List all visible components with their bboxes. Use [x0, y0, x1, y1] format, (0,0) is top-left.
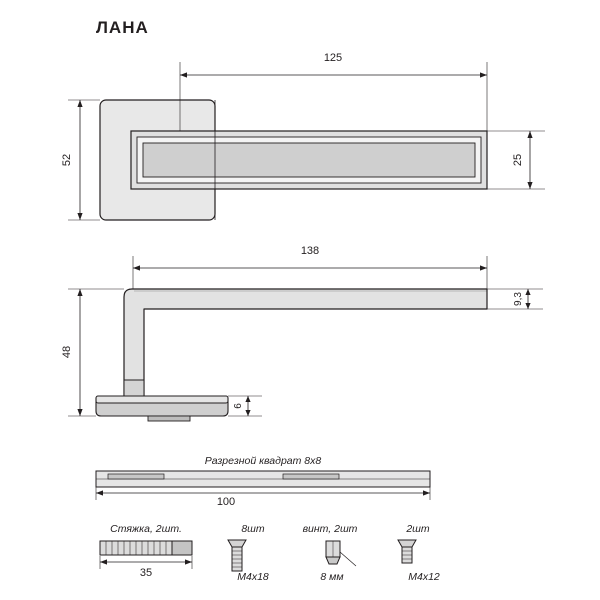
hardware-size-2: 8 мм	[320, 571, 344, 583]
dimension-lever-height	[487, 131, 545, 189]
dim-spindle-length-label: 100	[216, 496, 236, 508]
dim-side-height-label: 48	[61, 345, 73, 359]
page-title: ЛАНА	[96, 18, 149, 37]
front-view-geometry	[100, 100, 487, 220]
dim-rose-thickness-label: 6	[233, 403, 244, 409]
hardware-label-1: 8шт	[241, 523, 265, 535]
dim-lever-thickness-label: 9,3	[513, 292, 524, 306]
dimension-lever-thickness	[487, 289, 543, 309]
dim-sleeve-length-label: 35	[139, 567, 153, 579]
dimension-sleeve-length	[100, 556, 192, 579]
hardware-sleeve-geometry	[100, 541, 192, 555]
hardware-label-3: 2шт	[406, 523, 430, 535]
dim-lever-height-label: 25	[512, 153, 524, 167]
hardware-size-3: M4x12	[408, 571, 440, 583]
side-view-geometry	[96, 289, 487, 421]
dimension-front-height	[61, 100, 100, 220]
dimension-front-width	[180, 52, 487, 131]
dim-front-width-label: 125	[323, 52, 343, 64]
hardware-label-0: Стяжка, 2шт.	[110, 523, 182, 535]
dimension-side-length	[133, 245, 487, 289]
dim-side-length-label: 138	[300, 245, 320, 257]
dim-front-height-label: 52	[61, 153, 73, 167]
hardware-label-2: винт, 2шт	[302, 523, 358, 535]
hardware-screw-long-geometry	[228, 540, 246, 571]
hardware-size-1: M4x18	[237, 571, 269, 583]
spindle-label: Разрезной квадрат 8х8	[204, 455, 322, 467]
dimension-rose-thickness	[228, 396, 262, 416]
dimension-spindle-length	[96, 487, 430, 508]
hardware-screw-short-geometry	[398, 540, 416, 563]
spindle-geometry	[96, 471, 430, 487]
hardware-pin-geometry	[326, 541, 356, 566]
